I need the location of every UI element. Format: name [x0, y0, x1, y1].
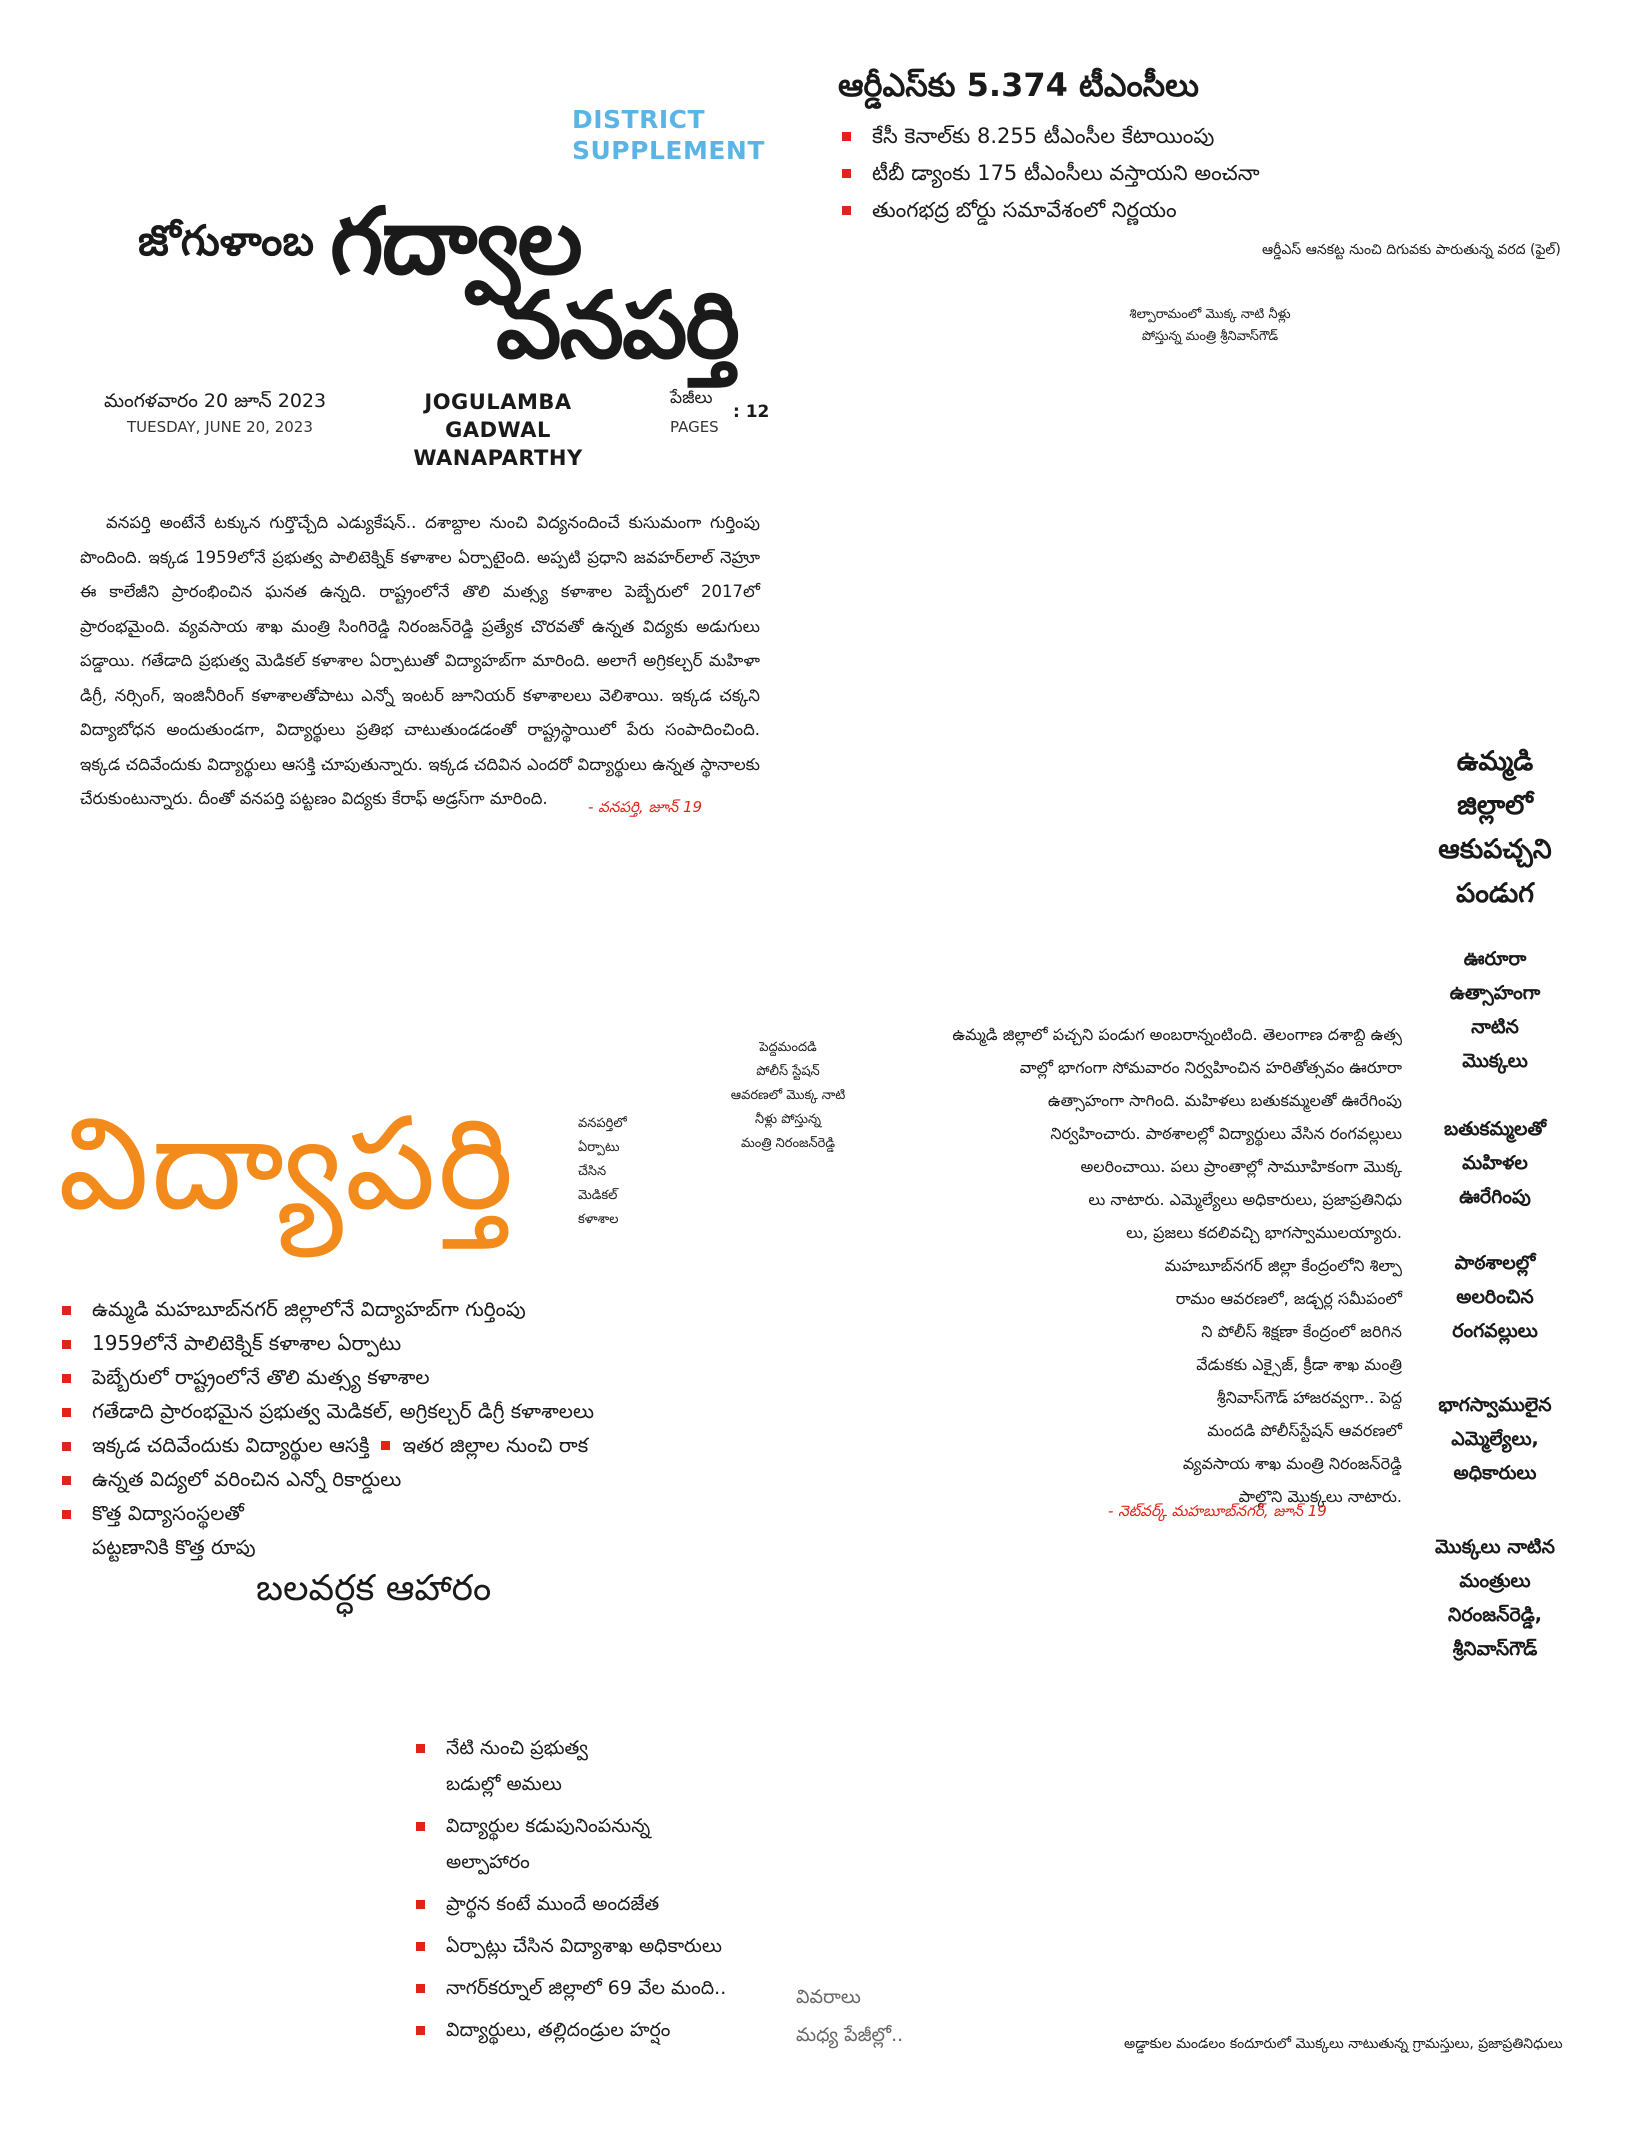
caption-line: కళాశాల: [578, 1212, 619, 1227]
nutrition-bullet: విద్యార్థుల కడుపునింపనున్న అల్పాహారం: [412, 1808, 706, 1880]
pages-label-telugu: పేజీలు: [670, 388, 713, 408]
bullet-text-extra: ఇతర జిల్లాల నుంచి రాక: [402, 1433, 589, 1457]
headline-line: పండుగ: [1456, 878, 1534, 909]
medical-college-caption: [578, 1112, 627, 1232]
item-line: అలరించిన: [1456, 1286, 1534, 1308]
bullet-text: ఇక్కడ చదివేందుకు విద్యార్థుల ఆసక్తి: [92, 1433, 370, 1457]
nutrition-bullet: ప్రార్థన కంటే ముందే అందజేత: [412, 1886, 792, 1922]
item-line: నిరంజన్‌రెడ్డి,: [1447, 1604, 1542, 1626]
caption-line: మెడికల్: [578, 1188, 618, 1203]
item-line: బతుకమ్మలతో: [1443, 1118, 1547, 1140]
district-supplement-label: [572, 104, 765, 166]
green-festival-headline: [1400, 740, 1590, 916]
masthead-district-small: జోగుళాంబ: [138, 216, 314, 265]
bottom-photo-caption: అడ్డాకుల మండలం కందూరులో మొక్కలు నాటుతున్న గ్రామస్తులు, ప్రజాప్రతినిధులు: [1124, 2036, 1563, 2052]
details-line: వివరాలు: [796, 1986, 861, 2008]
article-line: ఉమ్మడి జిల్లాలో పచ్చని పండుగ అంబరాన్నంటింది. తెలంగాణ దశాబ్ది ఉత్స: [952, 1025, 1402, 1044]
supplement-line-2: SUPPLEMENT: [572, 136, 765, 165]
right-column-item: [1400, 1388, 1590, 1490]
ards-photo-caption: ఆర్డీఎస్ ఆనకట్ట నుంచి దిగువకు పారుతున్న వరద (ఫైల్): [1262, 242, 1561, 258]
item-line: మంత్రులు: [1459, 1570, 1531, 1592]
caption-line: పోలీస్ స్టేషన్: [756, 1064, 820, 1079]
caption-line: నీళ్లు పోస్తున్న: [755, 1112, 821, 1127]
green-article-credit: - నెట్‌వర్క్ మహబూబ్‌నగర్, జూన్ 19: [1108, 1502, 1327, 1520]
headline-line: ఆకుపచ్చని: [1438, 834, 1552, 865]
item-line: పాఠశాలల్లో: [1454, 1252, 1536, 1274]
top-bullet: తుంగభద్ర బోర్డు సమావేశంలో నిర్ణయం: [838, 192, 1268, 229]
nutrition-bullet: నాగర్‌కర్నూల్ జిల్లాలో 69 వేల మంది..: [412, 1970, 792, 2006]
item-line: మొక్కలు: [1462, 1050, 1528, 1072]
right-column-item: [1400, 942, 1590, 1078]
item-line: ఎమ్మెల్యేలు,: [1451, 1428, 1539, 1450]
caption-line: ఏర్పాటు: [578, 1140, 620, 1155]
top-story-headline: ఆర్డీఎస్‌కు 5.374 టీఎంసీలు: [838, 66, 1199, 104]
article-line: లు, ప్రజలు కదలివచ్చి భాగస్వాములయ్యారు.: [1126, 1223, 1402, 1242]
item-line: ఊరూరా: [1463, 948, 1527, 970]
item-line: ఊరేగింపు: [1459, 1186, 1531, 1208]
item-line: నాటిన: [1471, 1016, 1519, 1038]
right-column-item: [1400, 1246, 1590, 1348]
district-en-line-2: WANAPARTHY: [413, 446, 583, 470]
item-line: ఉత్సాహంగా: [1449, 982, 1541, 1004]
pages-count: : 12: [733, 402, 770, 422]
masthead-district-gadwal: గద్వాల: [330, 188, 581, 295]
caption-line: మంత్రి నిరంజన్‌రెడ్డి: [740, 1136, 836, 1151]
nutrition-bullets: [412, 1730, 792, 2048]
article-line: మహబూబ్‌నగర్ జిల్లా కేంద్రంలోని శిల్పా: [1164, 1256, 1402, 1275]
date-telugu: మంగళవారం 20 జూన్ 2023: [104, 390, 327, 412]
main-article-body: వనపర్తి అంటేనే టక్కున గుర్తొచ్చేది ఎడ్యుకేషన్.. దశాబ్దాల నుంచి విద్యనందించే కుసుమంగా గుర్తింపు పొందింది. ఇక్కడ 1959లోనే ప్రభుత్వ పాలిటెక్నిక్ కళాశాల ఏర్పాటైంది. అప్పటి ప్రధాని జవహర్‌లాల్ నెహ్రూ ఈ కాలేజీని ప్రారంభించిన ఘనత ఉన్నది. రాష్ట్రంలోనే తొలి మత్స్య కళాశాల పెబ్బేరులో 2017లో ప్రారంభమైంది. వ్యవసాయ శాఖ మంత్రి సింగిరెడ్డి నిరంజన్‌రెడ్డి ప్రత్యేక చొరవతో ఉన్నత విద్యకు అడుగులు పడ్డాయి. గతేడాది ప్రభుత్వ మెడికల్ కళాశాల ఏర్పాటుతో విద్యాహబ్‌గా మారింది. అలాగే అగ్రికల్చర్ మహిళా డిగ్రీ, నర్సింగ్, ఇంజినీరింగ్ కళాశాలతోపాటు ఎన్నో ఇంటర్ జూనియర్ కళాశాలలు వెలిశాయి. ఇక్కడ చక్కని విద్యాబోధన అందుతుండగా, విద్యార్థులు ప్రతిభ చాటుతుండడంతో రాష్ట్రస్థాయిలో పేరు సంపాదించింది. ఇక్కడ చదివేందుకు విద్యార్థులు ఆసక్తి చూపుతున్నారు. ఇక్కడ చదివిన ఎందరో విద్యార్థులు ఉన్నత స్థానాలకు చేరుకుంటున్నారు. దీంతో వనపర్తి పట్టణం విద్యకు కేరాఫ్ అడ్రస్‌గా మారింది.: [80, 513, 760, 808]
right-column-item: [1400, 1112, 1590, 1214]
article-line: లు నాటారు. ఎమ్మెల్యేలు అధికారులు, ప్రజాప్రతినిధు: [1088, 1190, 1402, 1209]
caption-line: చేసిన: [578, 1164, 607, 1179]
caption-line: పెద్దమందడి: [759, 1040, 817, 1055]
article-line: వేడుకకు ఎక్సైజ్, క్రీడా శాఖ మంత్రి: [1196, 1355, 1402, 1374]
shilparamam-photo-caption: [1110, 304, 1310, 348]
police-station-caption: [722, 1036, 854, 1156]
details-line: మధ్య పేజీల్లో..: [796, 2024, 904, 2046]
article-line: ని పోలీస్ శిక్షణా కేంద్రంలో జరిగిన: [1201, 1322, 1402, 1341]
vidya-bullet: 1959లోనే పాలిటెక్నిక్ కళాశాల ఏర్పాటు: [58, 1326, 618, 1360]
caption-line: ఆవరణలో మొక్క నాటి: [730, 1088, 846, 1103]
article-line: రామం ఆవరణలో, జడ్చర్ల సమీపంలో: [1175, 1289, 1402, 1308]
item-line: మొక్కలు నాటిన: [1435, 1536, 1555, 1558]
caption-line: శిల్పారామంలో మొక్క నాటి నీళ్లు: [1129, 307, 1291, 322]
district-en-line-1: JOGULAMBA GADWAL: [424, 390, 572, 442]
green-festival-article: [880, 1018, 1402, 1513]
top-bullet: టీబీ డ్యాంకు 175 టీఎంసీలు వస్తాయని అంచనా: [838, 155, 1268, 192]
caption-line: పోస్తున్న మంత్రి శ్రీనివాస్‌గౌడ్: [1141, 329, 1279, 344]
caption-line: వనపర్తిలో: [578, 1116, 627, 1131]
item-line: భాగస్వాములైన: [1438, 1394, 1552, 1416]
item-line: రంగవల్లులు: [1452, 1320, 1538, 1342]
item-line: శ్రీనివాస్‌గౌడ్: [1452, 1638, 1538, 1660]
nutrition-bullet: విద్యార్థులు, తల్లిదండ్రుల హర్షం: [412, 2012, 792, 2048]
article-line: పాల్గొని మొక్కలు నాటారు.: [1238, 1487, 1402, 1506]
item-line: మహిళల: [1462, 1152, 1528, 1174]
masthead-district-wanaparthy: వనపర్తి: [496, 272, 738, 379]
vidya-bullet: గతేడాది ప్రారంభమైన ప్రభుత్వ మెడికల్, అగ్రికల్చర్ డిగ్రీ కళాశాలలు: [58, 1394, 618, 1428]
vidya-bullets: [58, 1292, 618, 1564]
right-column-item: [1400, 1530, 1590, 1666]
article-line: నిర్వహించారు. పాఠశాలల్లో విద్యార్థులు వేసిన రంగవల్లులు: [1050, 1124, 1402, 1143]
item-line: అధికారులు: [1453, 1462, 1537, 1484]
top-bullet: కేసీ కెనాల్‌కు 8.255 టీఎంసీల కేటాయింపు: [838, 118, 1268, 155]
vidya-bullet: [58, 1428, 618, 1462]
vidya-bullet: కొత్త విద్యాసంస్థలతో పట్టణానికి కొత్త రూపు: [58, 1496, 322, 1564]
main-article-credit: - వనపర్తి, జూన్ 19: [588, 798, 703, 816]
article-line: శ్రీనివాస్‌గౌడ్ హాజరవ్వగా.. పెద్ద: [1216, 1388, 1402, 1407]
headline-line: జిల్లాలో: [1457, 790, 1533, 821]
vidya-bullet: పెబ్బేరులో రాష్ట్రంలోనే తొలి మత్స్య కళాశాల: [58, 1360, 618, 1394]
nutrition-title: బలవర్ధక ఆహారం: [256, 1568, 492, 1609]
details-inside-note: [796, 1978, 903, 2054]
article-line: వాల్లో భాగంగా సోమవారం నిర్వహించిన హరితోత్సవం ఊరూరా: [1019, 1058, 1402, 1077]
nutrition-bullet: ఏర్పాట్లు చేసిన విద్యాశాఖ అధికారులు: [412, 1928, 792, 1964]
vidya-bullet: ఉమ్మడి మహబూబ్‌నగర్ జిల్లాలోనే విద్యాహబ్‌గా గుర్తింపు: [58, 1292, 618, 1326]
vidyaparthi-title: విద్యాపర్తి: [58, 1090, 516, 1239]
article-line: ఉత్సాహంగా సాగింది. మహిళలు బతుకమ్మలతో ఊరేగింపు: [1047, 1091, 1402, 1110]
nutrition-bullet: నేటి నుంచి ప్రభుత్వ బడుల్లో అమలు: [412, 1730, 646, 1802]
supplement-line-1: DISTRICT: [572, 105, 706, 134]
inline-bullet-marker: [381, 1441, 390, 1450]
headline-line: ఉమ్మడి: [1456, 746, 1534, 777]
article-line: అలరించాయి. పలు ప్రాంతాల్లో సామూహికంగా మొక్క: [1080, 1157, 1402, 1176]
top-story-bullets: [838, 118, 1268, 229]
pages-label-english: PAGES: [670, 418, 719, 436]
district-english-name: [388, 388, 608, 472]
vidya-bullet: ఉన్నత విద్యలో వరించిన ఎన్నో రికార్డులు: [58, 1462, 618, 1496]
article-line: వ్యవసాయ శాఖ మంత్రి నిరంజన్‌రెడ్డి: [1182, 1454, 1402, 1473]
article-line: మందడి పోలీస్‌స్టేషన్ ఆవరణలో: [1207, 1421, 1402, 1440]
date-english: TUESDAY, JUNE 20, 2023: [127, 418, 313, 436]
